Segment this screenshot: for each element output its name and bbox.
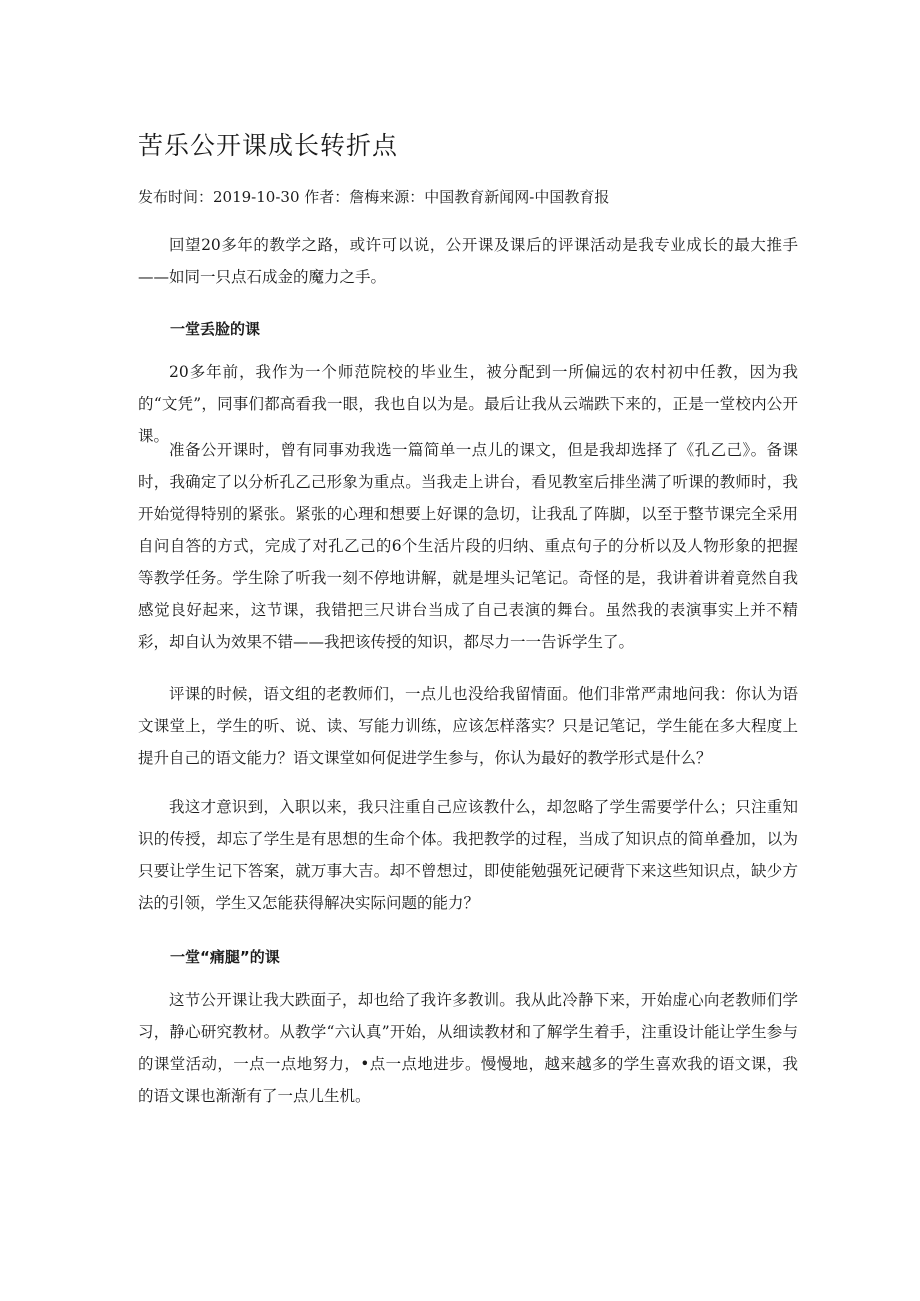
intro-paragraph: 回望20多年的教学之路，或许可以说，公开课及课后的评课活动是我专业成长的最大推手——如同一只点石成金的魔力之手。	[138, 236, 798, 286]
paragraph: 评课的时候，语文组的老教师们，一点儿也没给我留情面。他们非常严肃地问我：你认为语文课堂上，学生的听、说、读、写能力训练，应该怎样落实？只是记笔记，学生能在多大程度上提升自己的语文能力？语文课堂如何促进学生参与，你认为最好的教学形式是什么？	[138, 685, 798, 767]
section-heading: 一堂“痛腿”的课	[170, 948, 280, 966]
article-meta: 发布时间：2019-10-30 作者：詹梅来源：中国教育新闻网-中国教育报	[138, 188, 610, 206]
paragraph: 20多年前，我作为一个师范院校的毕业生，被分配到一所偏远的农村初中任教，因为我的“文凭”，同事们都高看我一眼，我也自以为是。最后让我从云端跌下来的，正是一堂校内公开课。	[138, 363, 798, 445]
section-heading: 一堂丢脸的课	[170, 320, 261, 338]
paragraph: 这节公开课让我大跌面子，却也给了我许多教训。我从此冷静下来，开始虚心向老教师们学习，静心研究教材。从教学“六认真”开始，从细读教材和了解学生着手，注重设计能让学生参与的课堂活动，一点一点地努力，•点一点地进步。慢慢地，越来越多的学生喜欢我的语文课，我的语文课也渐渐有了一点儿生机。	[138, 991, 798, 1105]
paragraph: 我这才意识到，入职以来，我只注重自己应该教什么，却忽略了学生需要学什么；只注重知识的传授，却忘了学生是有思想的生命个体。我把教学的过程，当成了知识点的简单叠加，以为只要让学生记下答案，就万事大吉。却不曾想过，即使能勉强死记硬背下来这些知识点，缺少方法的引领，学生又怎能获得解决实际问题的能力？	[138, 798, 798, 912]
paragraph: 准备公开课时，曾有同事劝我选一篇简单一点儿的课文，但是我却选择了《孔乙己》。备课时，我确定了以分析孔乙己形象为重点。当我走上讲台，看见教室后排坐满了听课的教师时，我开始觉得特别的紧张。紧张的心理和想要上好课的急切，让我乱了阵脚，以至于整节课完全采用自问自答的方式，完成了对孔乙己的6个生活片段的归纳、重点句子的分析以及人物形象的把握等教学任务。学生除了听我一刻不停地讲解，就是埋头记笔记。奇怪的是，我讲着讲着竟然自我感觉良好起来，这节课，我错把三尺讲台当成了自己表演的舞台。虽然我的表演事实上并不精彩，却自认为效果不错——我把该传授的知识，都尽力一一告诉学生了。	[138, 441, 798, 651]
article-title: 苦乐公开课成长转折点	[138, 131, 399, 160]
